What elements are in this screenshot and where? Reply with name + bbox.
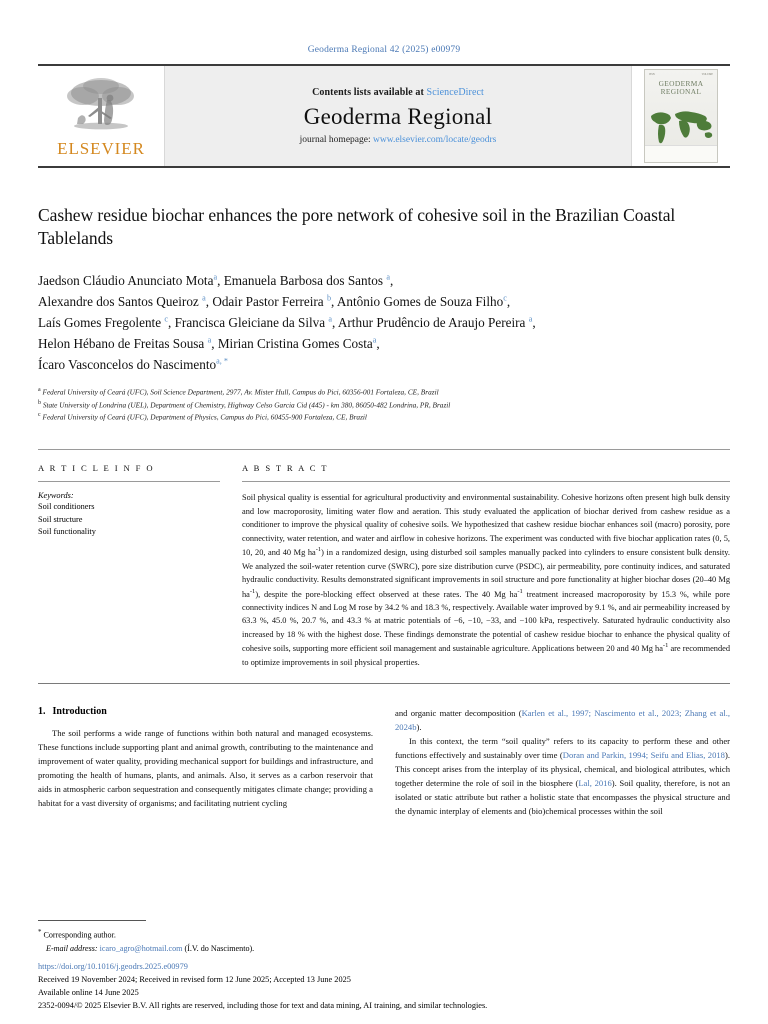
info-abstract-block [38, 449, 730, 669]
footnote-block [38, 920, 384, 956]
affiliation-text: Federal University of Ceará (UFC), Department of Physics, Campus do Pici, 60455-900 Fortaleza, CE, Brazil [42, 412, 367, 422]
affiliation-mark: a [372, 335, 377, 345]
masthead-center [165, 66, 631, 166]
publication-metadata [38, 960, 730, 1012]
affiliation-item [38, 386, 730, 398]
footnote-divider [38, 920, 146, 921]
citation-link[interactable]: Lal, 2016 [578, 778, 612, 789]
cover-corner-right: VOLUME [701, 73, 713, 76]
affiliation-item [38, 411, 730, 423]
world-map-icon [645, 106, 717, 146]
cover-title-line1: GEODERMA [658, 79, 704, 88]
body-column-left [38, 706, 373, 818]
journal-masthead [38, 64, 730, 168]
affiliation-text: Federal University of Ceará (UFC), Soil Science Department, 2977, Av. Mister Hull, Campus do Pici, 60356-001 Fortaleza, CE, Brazil [42, 387, 439, 397]
elsevier-tree-icon [58, 76, 144, 134]
author-list [38, 271, 730, 375]
section-divider [38, 683, 730, 684]
section-name: Introduction [52, 706, 107, 718]
abstract-superscript: -1 [249, 587, 256, 595]
citation-link[interactable]: Doran and Parkin, 1994; Seifu and Elias, 2018 [562, 750, 725, 761]
article-info-heading: A R T I C L E I N F O [38, 463, 155, 474]
body-columns [38, 706, 730, 818]
page-title: Cashew residue biochar enhances the pore network of cohesive soil in the Brazilian Coastal Tablelands [38, 205, 676, 249]
abstract-part: ), despite the pore-blocking effect observed at these rates. The 40 Mg ha [255, 589, 518, 599]
journal-homepage-line [300, 135, 497, 145]
abstract-part: treatment increased macroporosity by 15.3 %, while pore connectivity indices N and Log M rose by 34.2 % and 18.3 %, respectively. Available water improved by 9.1 %, and air permeability increased by 63.3 %, 45.0 %, 20.7 %, and 43.3 % at matric potentials of −6, −10, −33, and −100 kPa, respectively. Saturated hydraulic conductivity also increased by 18 % with the highest dose. These findings demonstrate the potential of cashew residue biochar to enhance the physical quality of cohesive soils, supporting more efficient soil management and sustainable agriculture. Applications between 20 and 40 Mg ha [242, 589, 730, 654]
email-note [38, 943, 384, 956]
doi-link[interactable]: https://doi.org/10.1016/j.geodrs.2025.e00979 [38, 961, 188, 971]
author-line: Laís Gomes Fregolente $^c$, Francisca Gleiciane da Silva $^a$, Arthur Prudêncio de Araujo Pereira $^a$, [38, 314, 536, 330]
running-head: Geoderma Regional 42 (2025) e00979 [307, 45, 461, 55]
elsevier-logo [51, 76, 151, 157]
email-owner: (Í.V. do Nascimento). [184, 944, 255, 954]
paragraph [395, 734, 730, 818]
cover-corner-left: ISSN [649, 73, 655, 76]
author-line: Jaedson Cláudio Anunciato Mota$^a$, Emanuela Barbosa dos Santos $^a$, [38, 272, 394, 289]
contents-prefix: Contents lists available at [312, 87, 424, 98]
affiliation-mark: a [328, 314, 333, 324]
affiliation-mark: c [164, 314, 168, 324]
abstract-superscript: -1 [315, 546, 322, 554]
affiliation-mark: a [207, 335, 212, 345]
keyword-item: Soil conditioners [38, 502, 95, 512]
corresponding-author-note [38, 927, 384, 943]
journal-cover-cell [631, 66, 730, 166]
abstract-text [242, 491, 730, 669]
elsevier-wordmark: ELSEVIER [57, 138, 145, 158]
journal-title: Geoderma Regional [303, 104, 493, 129]
affiliation-mark: b [38, 399, 41, 406]
affiliation-mark: b [326, 293, 332, 303]
divider [38, 481, 220, 482]
affiliation-mark: a [38, 387, 41, 394]
affiliation-list [38, 386, 730, 423]
homepage-label: journal homepage: [299, 135, 371, 145]
affiliation-mark: c [38, 411, 41, 418]
paragraph [395, 706, 730, 734]
abstract-superscript: -1 [662, 642, 669, 650]
affiliation-mark: a [213, 272, 218, 282]
publisher-logo-cell [38, 66, 165, 166]
abstract-part: ) in a randomized design, using disturbed soil samples manually packed into cylinders to ensure consistent bulk density. We analyzed the soil-water retention curve (SWRC), pore size distribution curve (PSDC), air permeability, pore continuity indices, and saturated hydraulic conductivity. Results demonstrated significant improvements in soil structure and pore functionality at higher biochar doses (20–40 Mg ha [242, 548, 730, 599]
contents-list-line [312, 87, 484, 98]
paragraph-text: ). This concept arises from the interplay of its physical, chemical, and biological attributes, which together determine the role of soil in the biosphere ( [395, 750, 730, 789]
keyword-item: Soil structure [38, 514, 83, 524]
keywords-label: Keywords: [38, 491, 74, 501]
cover-title-line2: REGIONAL [660, 86, 702, 96]
divider [242, 481, 730, 482]
paragraph: The soil performs a wide range of functions within both natural and managed ecosystems. These functions include supporting plant and animal growth, contributing to the maintenance and improvement of water quality, providing mechanical support for buildings and infrastructure, and promoting the health of humans, plants, and animals. Also, it serves as a carbon reservoir that aids in atmospheric carbon sequestration and consequently mitigates climate change; providing a habitat for a vast diversity of organisms; and facilitating nutrient cycling [38, 728, 373, 809]
corresponding-author-text: Corresponding author. [43, 931, 116, 941]
abstract-superscript: -1 [517, 587, 523, 595]
section-title-introduction [38, 706, 373, 717]
email-label: E-mail address: [46, 944, 98, 954]
paragraph-text: ). [416, 722, 422, 733]
available-online-date: Available online 14 June 2025 [38, 987, 139, 997]
abstract-part: are recommended to optimize improvements in soil physical properties. [242, 644, 730, 667]
homepage-url-link[interactable]: www.elsevier.com/locate/geodrs [372, 135, 497, 145]
email-link[interactable]: icaro_agro@hotmail.com [99, 944, 183, 954]
body-column-right [395, 706, 730, 818]
sciencedirect-link[interactable]: ScienceDirect [426, 87, 484, 98]
affiliation-item [38, 399, 730, 411]
cover-footer-band [645, 145, 717, 162]
received-dates: Received 19 November 2024; Received in revised form 12 June 2025; Accepted 13 June 2025 [38, 974, 351, 984]
author-line: Alexandre dos Santos Queiroz $^a$, Odair Pastor Ferreira $^b$, Antônio Gomes de Souza Filho$^c$, [38, 293, 511, 310]
author-line: Ícaro Vasconcelos do Nascimento$^{a, *}$ [38, 356, 228, 372]
affiliation-mark: a [386, 272, 390, 282]
paragraph-text: and organic matter decomposition ( [395, 708, 522, 719]
abstract-heading: A B S T R A C T [242, 463, 329, 474]
article-info-column [38, 463, 220, 669]
affiliation-mark: a [528, 314, 533, 324]
paragraph-text: In this context, the term “soil quality” refers to its capacity to perform these and other functions effectively and sustainably over time ( [395, 736, 730, 761]
abstract-part: Soil physical quality is essential for agricultural productivity and environmental sustainability. Cohesive horizons often present high bulk density and low macroporosity, limiting water flow and aeration. This study evaluated the application of biochar derived from cashew residue as a conditioner to improve the physical quality of cohesive soils. We hypothesized that cashew residue biochar enhances soil (macro) porosity, pore connectivity, water retention, and water and airflow in cohesive horizons. The experiment was conducted with five biochar application rates (0, 5, 10, 20, and 40 Mg ha [242, 493, 730, 558]
affiliation-mark: c [503, 293, 507, 303]
abstract-column [242, 463, 730, 669]
author-line: Helon Hébano de Freitas Sousa $^a$, Mirian Cristina Gomes Costa$^a$, [38, 335, 380, 351]
paragraph-text: ). Soil quality, therefore, is not an isolated or static attribute but rather a holistic state that encompasses the physical structure and the dynamic interplay of elements and (bio)chemical processes within the soil [395, 778, 730, 817]
citation-link[interactable]: Karlen et al., 1997; Nascimento et al., 2023; Zhang et al., 2024b [395, 708, 730, 733]
affiliation-mark-corresponding: a, * [216, 356, 228, 366]
journal-cover-thumbnail [644, 69, 718, 163]
section-number: 1. [38, 706, 46, 718]
affiliation-mark: a [202, 293, 206, 303]
cover-corner-marks [645, 70, 717, 76]
keyword-item: Soil functionality [38, 527, 96, 537]
cover-title [645, 80, 717, 96]
asterisk-mark: * [38, 929, 42, 937]
copyright-line: 2352-0094/© 2025 Elsevier B.V. All rights are reserved, including those for text and data mining, AI training, and similar technologies. [38, 1000, 488, 1010]
affiliation-text: State University of Londrina (UEL), Department of Chemistry, Highway Celso Garcia Cid (445) - km 380, 86050-482 Londrina, PR, Brazil [42, 400, 451, 410]
